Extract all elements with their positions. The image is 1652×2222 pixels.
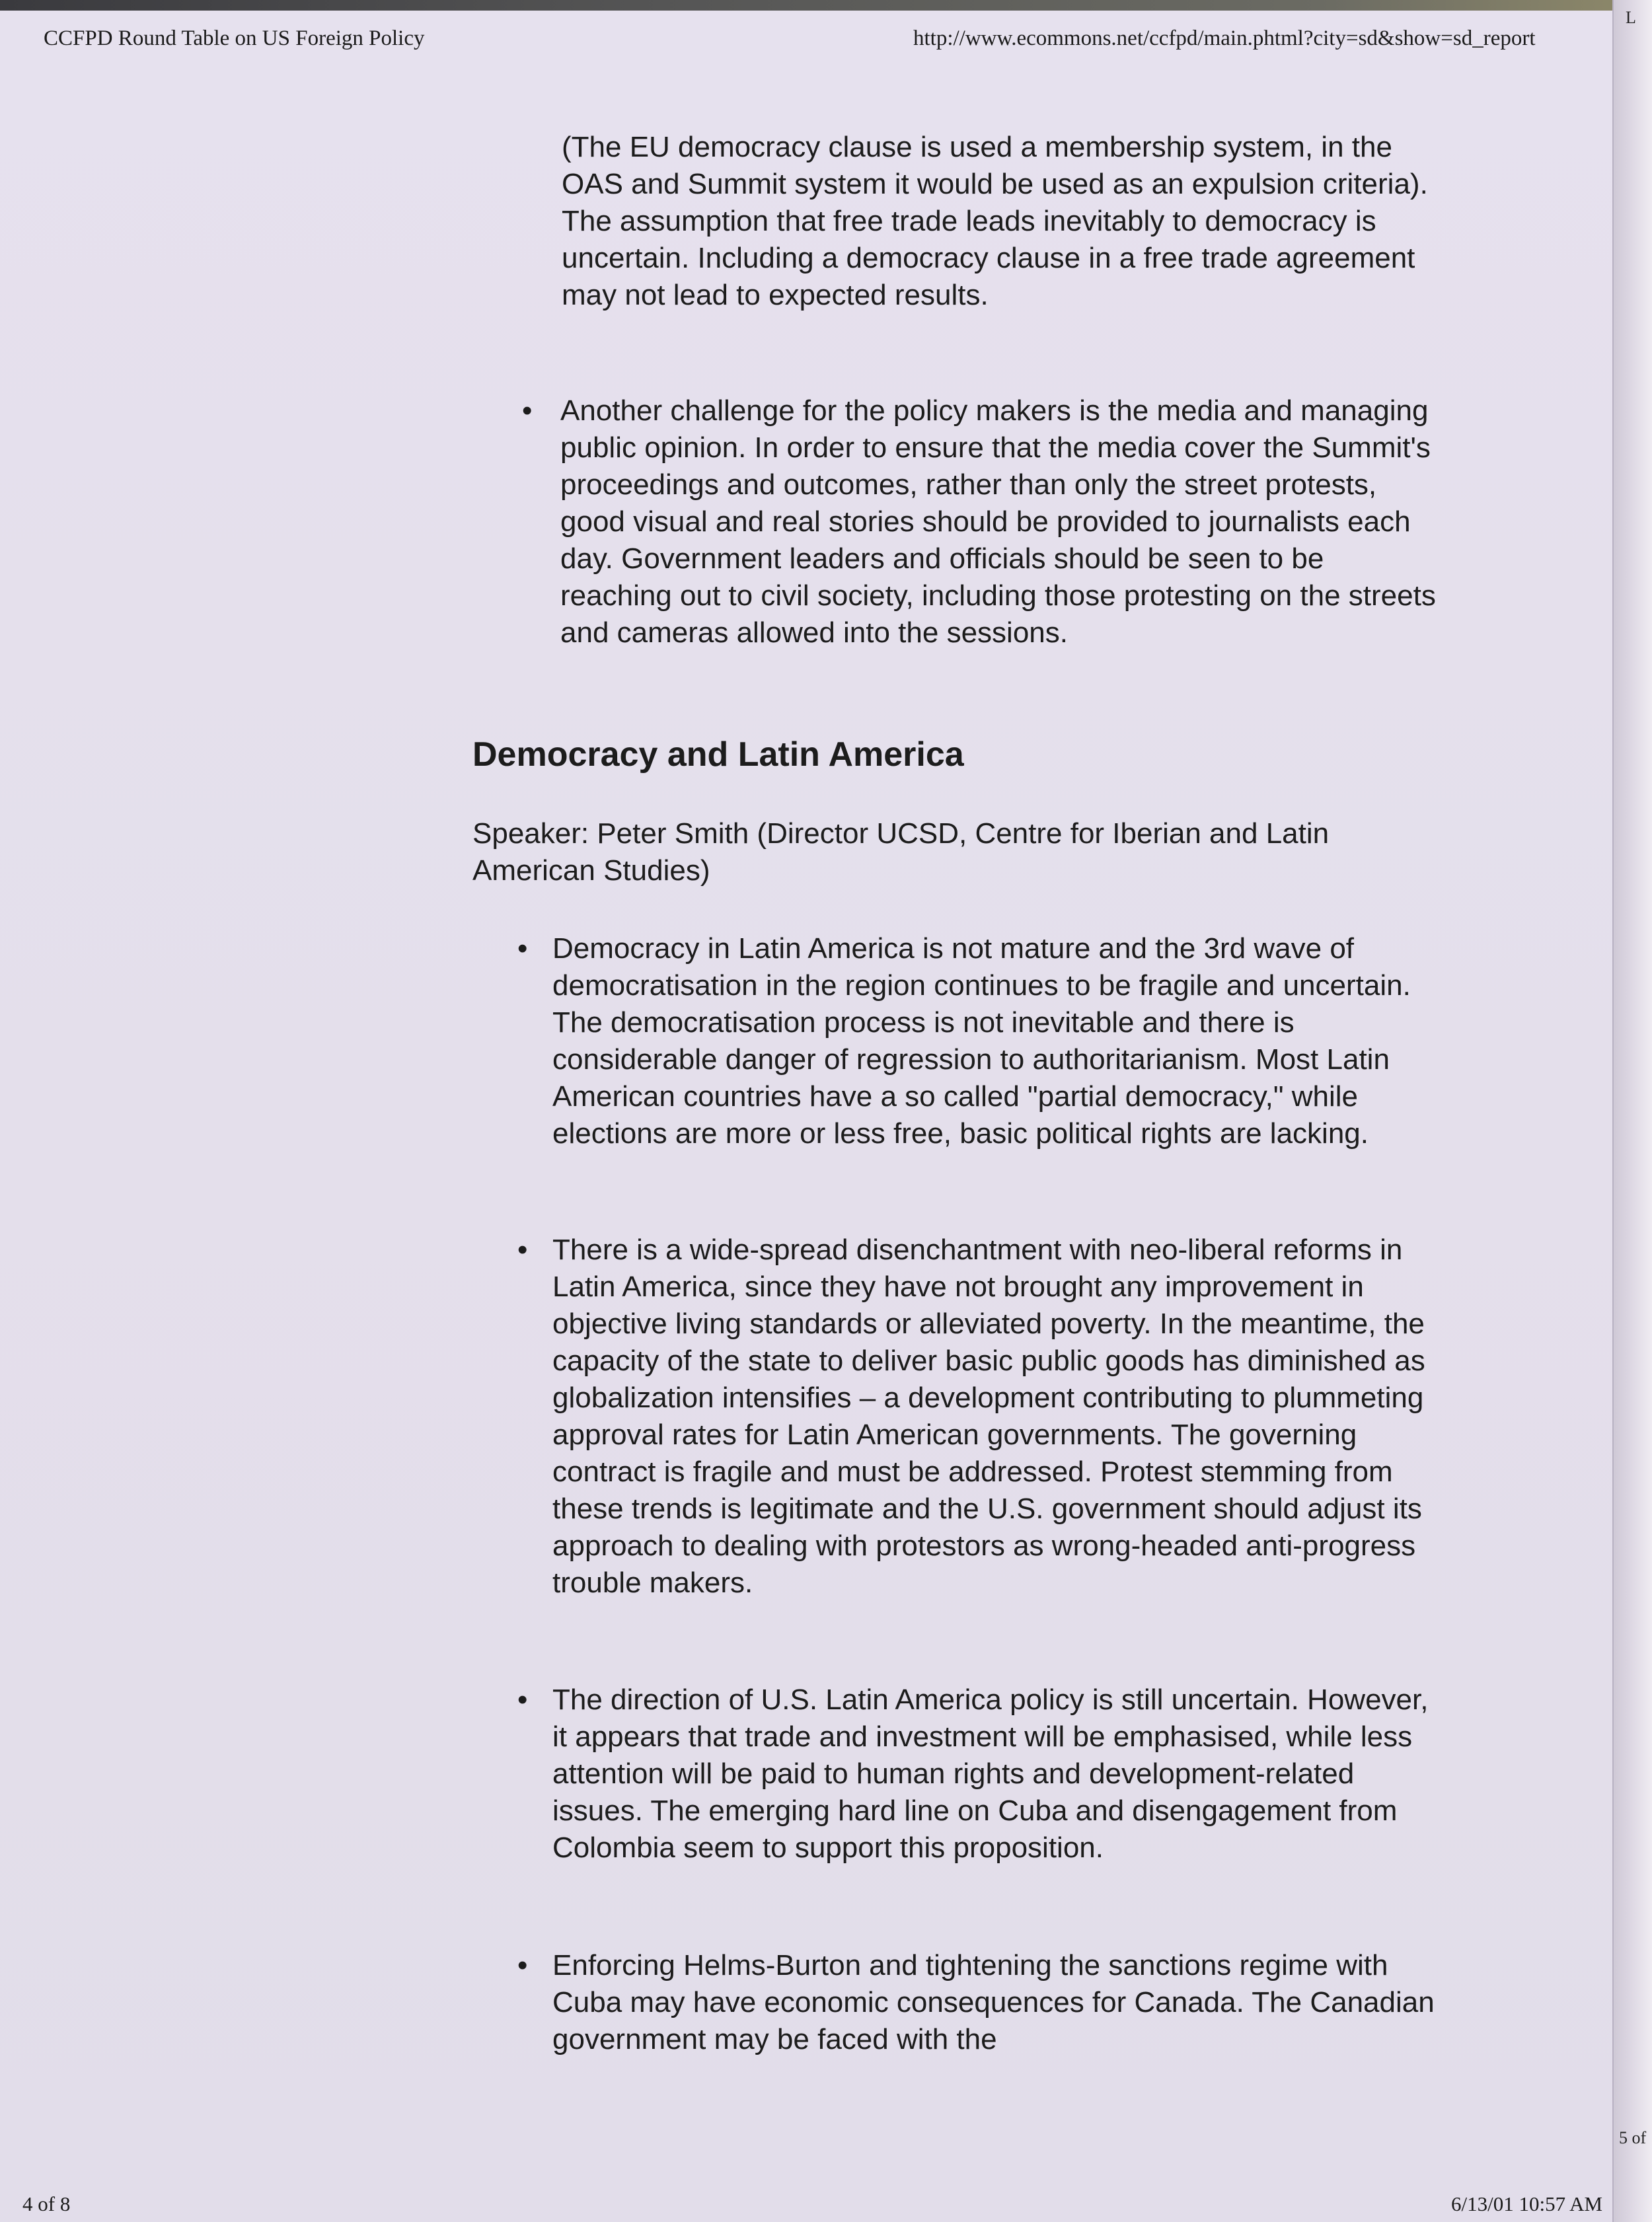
section-title: Democracy and Latin America xyxy=(472,735,964,774)
next-page-edge xyxy=(1612,0,1652,2222)
edge-fragment-top: L xyxy=(1626,8,1636,27)
continuation-paragraph: (The EU democracy clause is used a membership system, in the OAS and Summit system it would be used as an expulsion criteria). The assumption that free trade leads inevitably to democracy is uncertain. Including a democracy clause in a free trade agreement may not lead to expected results. xyxy=(562,131,1428,311)
bullet-dot-icon: • xyxy=(517,1949,528,1981)
list-item-text: The direction of U.S. Latin America policy is still uncertain. However, it appears that trade and investment will be emphasised, while less attention will be paid to human rights and development-related issues. The emerging hard line on Cuba and disengagement from Colombia seem to support this proposition. xyxy=(552,1684,1429,1864)
bullet-dot-icon: • xyxy=(522,394,533,427)
bullet-dot-icon: • xyxy=(517,1684,528,1716)
list-item-text: Another challenge for the policy makers is the media and managing public opinion. In order to ensure that the media cover the Summit's proceedings and outcomes, rather than only the street protests, good visual and real stories should be provided to journalists each day. Government leaders and officials should be seen to be reaching out to civil society, including those protesting on the streets and cameras allowed into the sessions. xyxy=(560,394,1436,649)
page-number: 4 of 8 xyxy=(22,2192,71,2215)
list-item-text: Enforcing Helms-Burton and tightening the sanctions regime with Cuba may have economic consequences for Canada. The Canadian government may be faced with the xyxy=(552,1949,1435,2055)
bullet-dot-icon: • xyxy=(517,932,528,965)
list-item-text: There is a wide-spread disenchantment with neo-liberal reforms in Latin America, since they have not brought any improvement in objective living standards or alleviated poverty. In the meantime, the capacity of the state to deliver basic public goods has diminished as globalization intensifies – a development contributing to plummeting approval rates for Latin American governments. The governing contract is fragile and must be addressed. Protest stemming from these trends is legitimate and the U.S. government should adjust its approach to dealing with protestors as wrong-headed anti-progress trouble makers. xyxy=(552,1234,1425,1599)
bullet-dot-icon: • xyxy=(517,1234,528,1266)
list-item-text: Democracy in Latin America is not mature and the 3rd wave of democratisation in the region continues to be fragile and uncertain. The democratisation process is not inevitable and there is considerable danger of regression to authoritarianism. Most Latin American countries have a so called "partial democracy," while elections are more or less free, basic political rights are lacking. xyxy=(552,932,1411,1150)
header-url: http://www.ecommons.net/ccfpd/main.phtml?city=sd&show=sd_report xyxy=(913,26,1536,50)
print-timestamp: 6/13/01 10:57 AM xyxy=(1451,2192,1603,2215)
speaker-line: Speaker: Peter Smith (Director UCSD, Centre for Iberian and Latin American Studies) xyxy=(472,817,1330,887)
scan-top-edge xyxy=(0,0,1652,11)
edge-fragment-lower: 5 of xyxy=(1619,2128,1647,2147)
header-title: CCFPD Round Table on US Foreign Policy xyxy=(44,26,425,50)
